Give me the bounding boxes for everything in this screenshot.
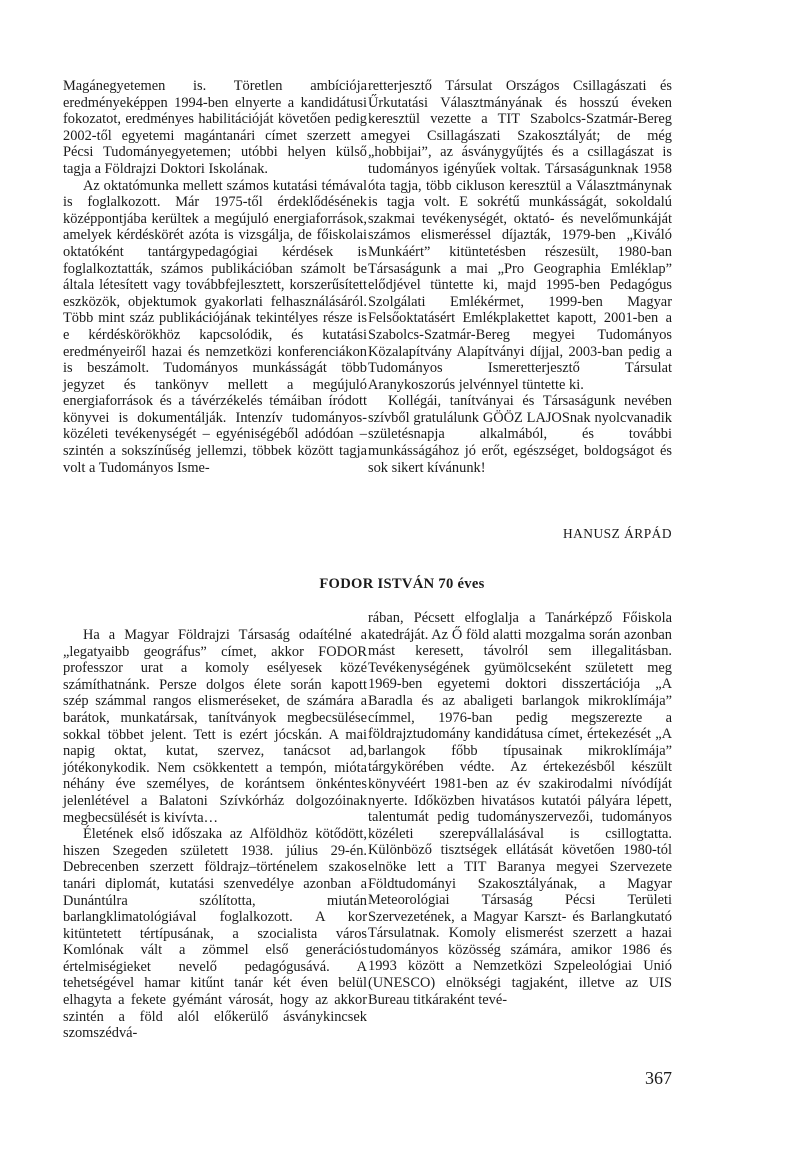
page-number: 367 [645,1068,672,1088]
author-signature: HANUSZ ÁRPÁD [562,526,672,541]
article-a-column-1 [63,78,367,476]
article-a-column-2 [368,78,672,476]
paragraph: Életének első időszaka az Alföldhöz kötődött, hiszen Szegeden született 1938. július 29-én. Debrecenben szerzett földrajz–történelem szakos tanári diplomát, kutatási szenvedélye azonban a Dunántúlra szólította, miután barlangklimatológiával foglalkozott. A kor kitüntetett tértípusának, a szocialista város Komlónak vált a zömmel első generációs értelmiségieket nevelő pedagógusává. A tehetségével hamar kitűnt tanár két éven belül elhagyta a fekete gyémánt városát, hogy az akkor szintén a föld alól előkerülő ásványkincsek szomszédvá- [63,826,367,1042]
paragraph: Ha a Magyar Földrajzi Társaság odaítélné a „legatyaibb geográfus” címet, akkor FODOR professzor urat a komoly esélyesek közé számíthatnánk. Persze dolgos élete során kapott szép számmal rangos elismeréseket, de számára a barátok, munkatársak, tanítványok megbecsülése sokkal többet jelent. Tett is ezért jócskán. A mai napig oktat, kutat, szervez, tanácsot ad, jótékonykodik. Nem csökkentett a tempón, mióta néhány éve személyes, de korántsem önkéntes jelenlétével a Balatoni Szívkórház dolgozóinak megbecsülését is kivívta… [63,627,367,826]
paragraph: Magánegyetemen is. Töretlen ambíciója eredményeképpen 1994-ben elnyerte a kandidátusi fokozatot, eredményes habilitációját követően pedig 2002-től egyetemi magántanári címet szerzett a Pécsi Tudományegyetemen; utóbbi helyen külső tagja a Földrajzi Doktori Iskolának. [63,78,367,177]
article-b-column-2 [368,610,672,1008]
paragraph: retterjesztő Társulat Országos Csillagászati és Űrkutatási Választmányának és hosszú éveken keresztül vezette a TIT Szabolcs-Szatmár-Bereg megyei Csillagászati Szakosztályát; de még „hobbijai”, az ásványgyűjtés és a csillagászat is tudományos igényűek voltak. Társaságunknak 1958 óta tagja, több cikluson keresztül a Választmánynak is tagja volt. E sokrétű munkásságát, sokoldalú szakmai tevékenységét, oktató- és nevelőmunkáját számos elismeréssel díjazták, 1979-ben „Kiváló Munkáért” kitüntetésben részesült, 1980-ban Társaságunk a mai „Pro Geographia Emléklap” elődjével tüntette ki, majd 1995-ben Pedagógus Szolgálati Emlékérmet, 1999-ben Magyar Felsőoktatásért Emlékplakettet kapott, 2001-ben a Szabolcs-Szatmár-Bereg megyei Tudományos Közalapítvány Alapítványi díjjal, 2003-ban pedig a Tudományos Ismeretterjesztő Társulat Aranykoszorús jelvénnyel tüntette ki. [368,78,672,393]
article-b-column-1 [63,627,367,1042]
article-heading: FODOR ISTVÁN 70 éves [319,576,485,592]
paragraph: rában, Pécsett elfoglalja a Tanárképző Főiskola katedráját. Az Ő föld alatti mozgalma során azonban mást keresett, távolról sem illegalitásban. Tevékenységének gyümölcseként született meg 1969-ben egyetemi doktori disszertációja „A Baradla és az abaligeti barlangok mikroklímája” címmel, 1976-ban pedig megszerezte a földrajztudomány kandidátusa címet, értekezését „A barlangok főbb típusainak mikroklímája” tárgykörében védte. Az értekezésből készült könyvéért 1981-ben az év szakirodalmi nívódíját nyerte. Időközben hivatásos kutatói pályára lépett, talentumát pedig tudományszervezői, tudományos közéleti szerepvállalásával is csillogtatta. Különböző tisztségek ellátását követően 1980-tól elnöke lett a TIT Baranya megyei Szervezete Földtudományi Szakosztályának, a Magyar Meteorológiai Társaság Pécsi Területi Szervezetének, a Magyar Karszt- és Barlangkutató Társulatnak. Komoly elismerést szerzett a hazai tudományos közösség számára, amikor 1986 és 1993 között a Nemzetközi Szpeleológiai Unió (UNESCO) elnökségi tagjaként, illetve az UIS Bureau titkáraként tevé- [368,610,672,1008]
paragraph: Az oktatómunka mellett számos kutatási témával is foglalkozott. Már 1975-től érdeklődésének középpontjába kerültek a megújuló energiaforrások, amelyek kérdéskörét azóta is vizsgálja, de főiskolai oktatóként tantárgypedagógiai kérdések is foglalkoztatták, számos publikációban számolt be általa létesített vagy továbbfejlesztett, korszerűsített eszközök, objektumok gyakorlati felhasználásáról. Több mint száz publikációjának tekintélyes része is e kérdéskörökhöz kapcsolódik, és kutatási eredményeiről hazai és nemzetközi konferenciákon is beszámolt. Tudományos munkásságát több jegyzet és tankönyv mellett a megújuló energiaforrások és a távérzékelés témáiban íródott könyvei is dokumentálják. Intenzív tudományos-közéleti tevékenységét – egyéniségéből adódóan – szintén a sokszínűség jellemzi, többek között tagja volt a Tudományos Isme- [63,177,367,476]
paragraph: Kollégái, tanítványai és Társaságunk nevében szívből gratulálunk GÖÖZ LAJOSnak nyolcvanadik születésnapja alkalmából, és további munkásságához jó erőt, egészséget, boldogságot és sok sikert kívánunk! [368,393,672,476]
